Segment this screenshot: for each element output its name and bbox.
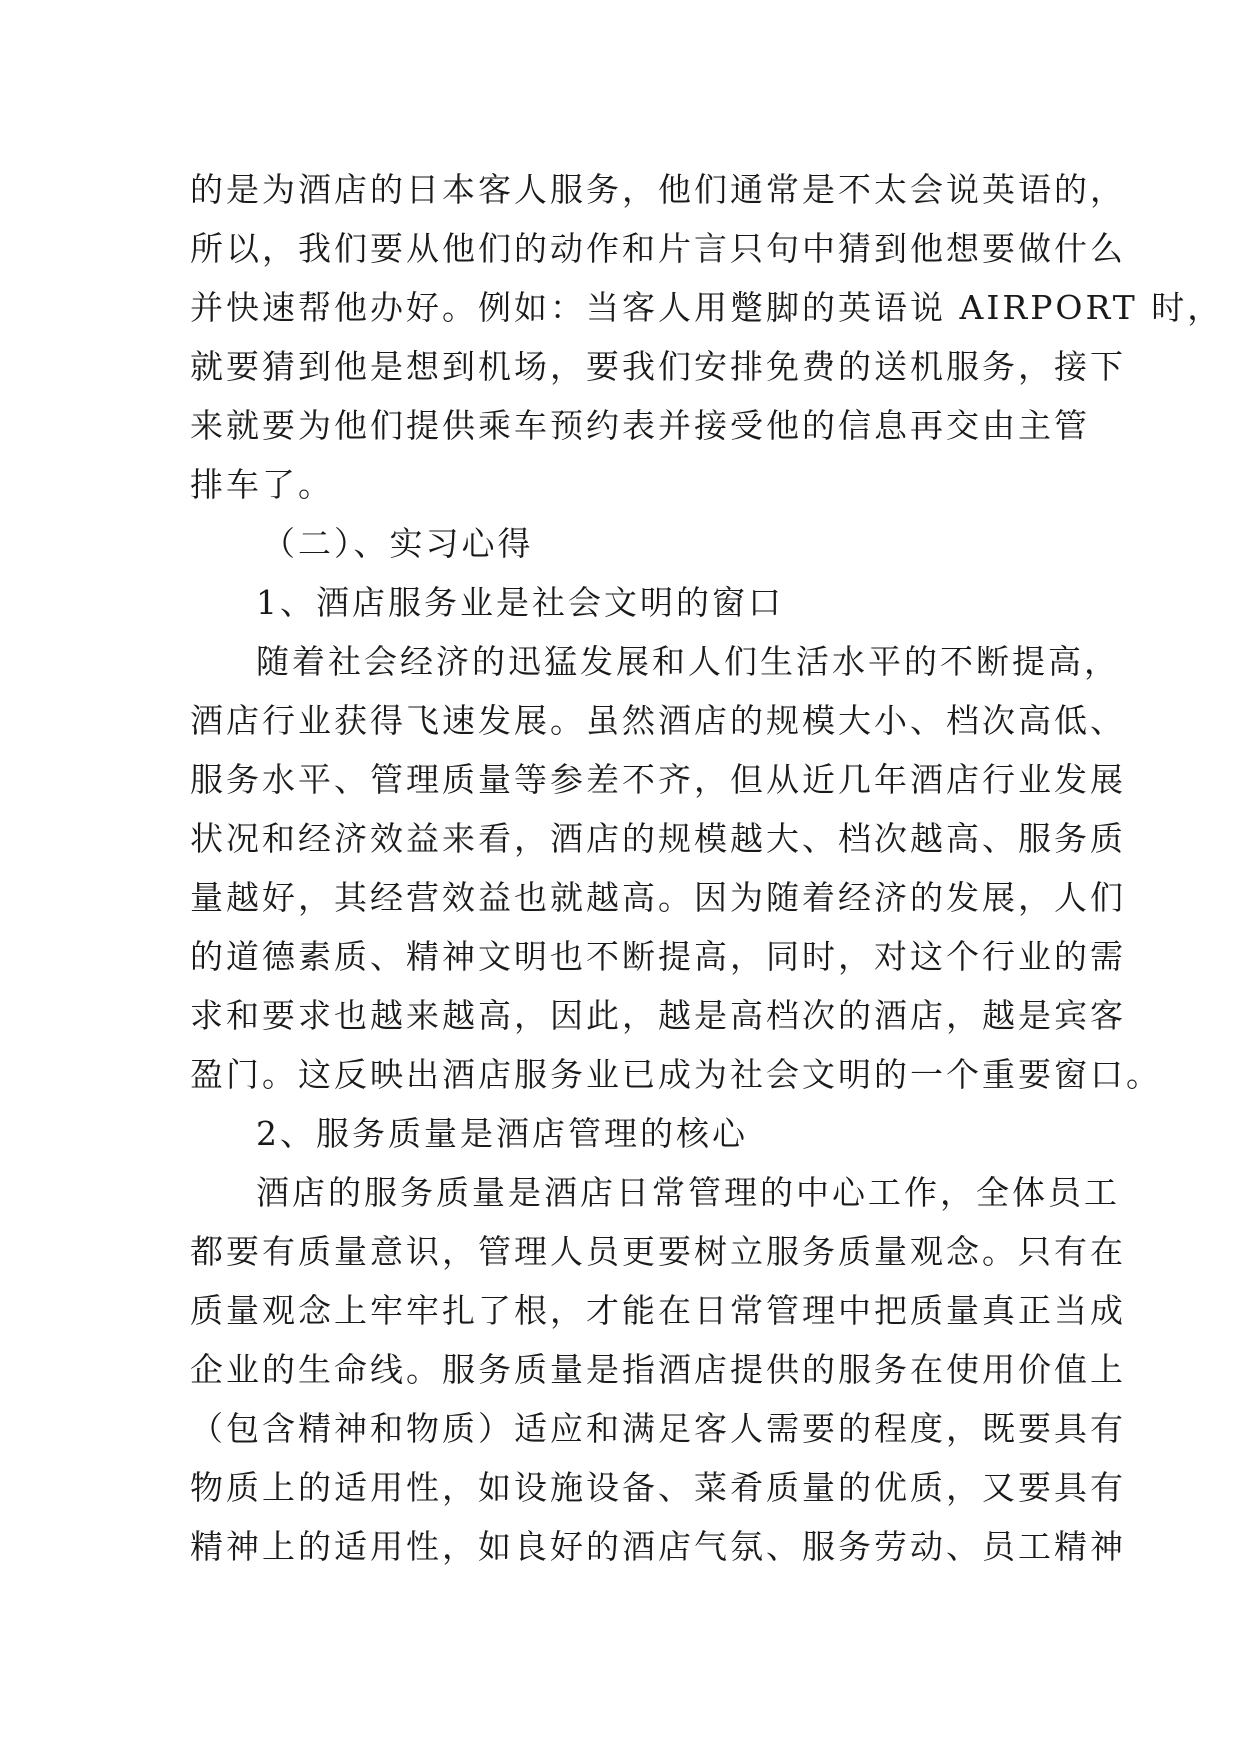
paragraph-line: 质量观念上牢牢扎了根，才能在日常管理中把质量真正当成: [190, 1291, 1126, 1330]
paragraph-line: 随着社会经济的迅猛发展和人们生活水平的不断提高，: [256, 642, 1120, 681]
paragraph-line: 企业的生命线。服务质量是指酒店提供的服务在使用价值上: [190, 1350, 1126, 1389]
subsection-heading: 1、酒店服务业是社会文明的窗口: [256, 583, 784, 622]
paragraph-line: 求和要求也越来越高，因此，越是高档次的酒店，越是宾客: [190, 996, 1126, 1035]
section-heading: （二）、实习心得: [262, 524, 534, 563]
paragraph-line: 精神上的适用性，如良好的酒店气氛、服务劳动、员工精神: [190, 1527, 1126, 1566]
paragraph-line: 的是为酒店的日本客人服务，他们通常是不太会说英语的，: [190, 170, 1126, 209]
paragraph-line: 物质上的适用性，如设施设备、菜肴质量的优质，又要具有: [190, 1468, 1126, 1507]
paragraph-line: 盈门。这反映出酒店服务业已成为社会文明的一个重要窗口。: [190, 1055, 1162, 1094]
paragraph-line: 都要有质量意识，管理人员更要树立服务质量观念。只有在: [190, 1232, 1126, 1271]
paragraph-line: 并快速帮他办好。例如：当客人用蹩脚的英语说 AIRPORT 时，: [190, 288, 1224, 327]
paragraph-line: 所以，我们要从他们的动作和片言只句中猜到他想要做什么: [190, 229, 1126, 268]
paragraph-line: 状况和经济效益来看，酒店的规模越大、档次越高、服务质: [190, 819, 1126, 858]
subsection-heading: 2、服务质量是酒店管理的核心: [256, 1114, 748, 1153]
paragraph-line: 酒店的服务质量是酒店日常管理的中心工作，全体员工: [256, 1173, 1120, 1212]
paragraph-line: 就要猜到他是想到机场，要我们安排免费的送机服务，接下: [190, 347, 1126, 386]
paragraph-line: 量越好，其经营效益也就越高。因为随着经济的发展，人们: [190, 878, 1126, 917]
paragraph-line: 来就要为他们提供乘车预约表并接受他的信息再交由主管: [190, 406, 1090, 445]
body-text: [190, 160, 1224, 1576]
paragraph-line: （包含精神和物质）适应和满足客人需要的程度，既要具有: [190, 1409, 1126, 1448]
paragraph-line: 排车了。: [190, 465, 334, 504]
paragraph-line: 服务水平、管理质量等参差不齐，但从近几年酒店行业发展: [190, 760, 1126, 799]
paragraph-line: 的道德素质、精神文明也不断提高，同时，对这个行业的需: [190, 937, 1126, 976]
paragraph-line: 酒店行业获得飞速发展。虽然酒店的规模大小、档次高低、: [190, 701, 1126, 740]
